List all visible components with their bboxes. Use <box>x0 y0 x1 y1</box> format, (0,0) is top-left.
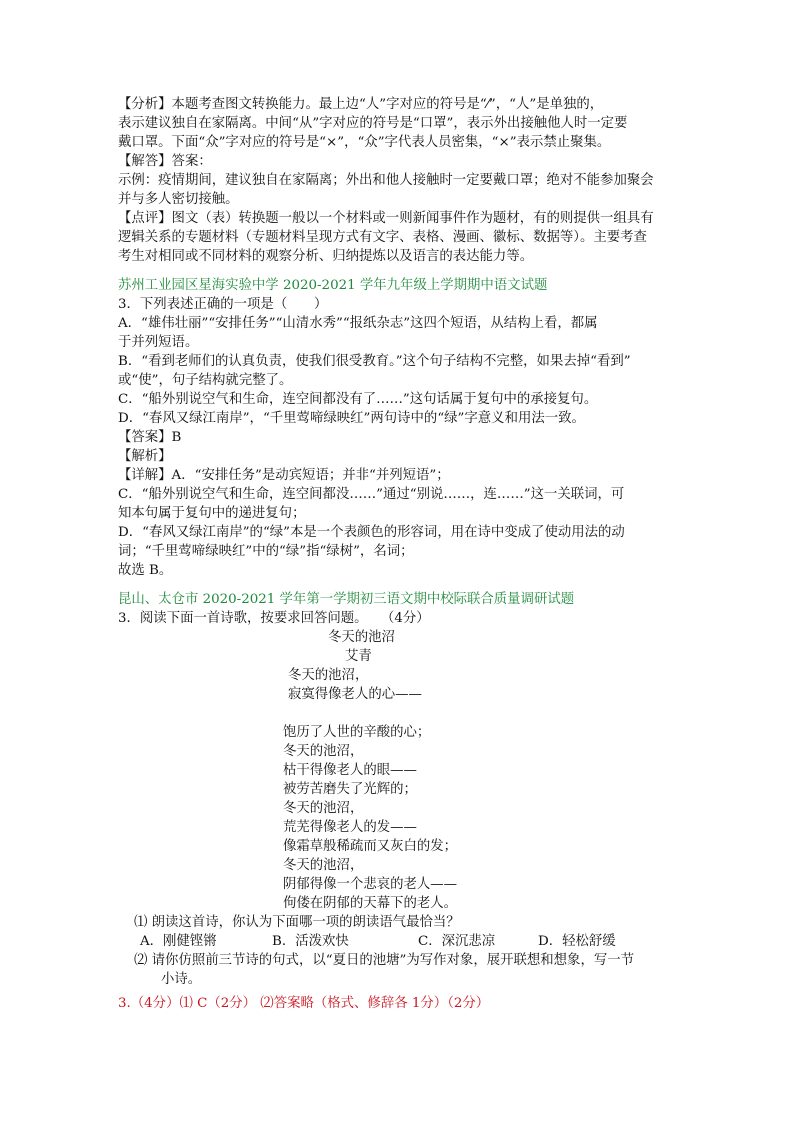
poem-line: 被劳苦磨失了光辉的； <box>283 782 417 797</box>
poem-author: 艾青 <box>345 649 372 664</box>
poem-line: 寂寞得像老人的心—— <box>288 687 422 702</box>
option-line: D．“春风又绿江南岸”，“千里莺啼绿映红”两句诗中的“绿”字意义和用法一致。 <box>118 411 585 426</box>
explanation-heading: 【解析】 <box>118 449 172 464</box>
source-heading: 苏州工业园区星海实验中学 2020-2021 学年九年级上学期期中语文试题 <box>118 278 548 293</box>
poem-line: 冬天的池沼， <box>283 858 364 873</box>
explanation-line: C．“船外别说空气和生命，连空间都没……”通过“别说……，连……”这一关联词，可 <box>118 487 625 502</box>
analysis-line: 戴口罩。下面“众”字对应的符号是“×”，“众”字代表人员密集，“×”表示禁止聚集。 <box>118 135 611 150</box>
analysis-line: 表示建议独自在家隔离。中间“从”字对应的符号是“口罩”，表示外出接触他人时一定要 <box>118 116 628 131</box>
sub-question-1: ⑴ 朗读这首诗，你认为下面哪一项的朗读语气最恰当？ <box>134 915 460 930</box>
poem-line: 冬天的池沼， <box>288 668 369 683</box>
option-line: A．“雄伟壮丽”“安排任务”“山清水秀”“报纸杂志”这四个短语，从结构上看，都属 <box>118 316 598 331</box>
option-c: C．深沉悲凉 <box>418 934 496 949</box>
option-a: A．刚健铿锵 <box>140 934 217 949</box>
poem-line: 阴郁得像一个悲哀的老人—— <box>283 877 458 892</box>
poem-line: 荒芜得像老人的发—— <box>283 820 417 835</box>
sub-question-2: ⑵ 请你仿照前三节诗的句式，以“夏日的池塘”为写作对象，展开联想和想象，写一节 <box>134 953 635 968</box>
option-line: 或“使”，句子结构就完整了。 <box>118 373 293 388</box>
commentary-line: 逻辑关系的专题材料（专题材料呈现方式有文字、表格、漫画、徽标、数据等）。主要考查 <box>118 230 647 245</box>
explanation-line: 【详解】A．“安排任务”是动宾短语；并非“并列短语”； <box>118 468 450 483</box>
source-heading: 昆山、太仓市 2020-2021 学年第一学期初三语文期中校际联合质量调研试题 <box>118 592 575 607</box>
explanation-line: D．“春风又绿江南岸”的“绿”本是一个表颜色的形容词，用在诗中变成了使动用法的动 <box>118 525 625 540</box>
option-line: C．“船外别说空气和生命，连空间都没有了……”这句话属于复句中的承接复句。 <box>118 392 598 407</box>
answer-line: 【答案】B <box>118 430 182 445</box>
option-b: B．活泼欢快 <box>272 934 349 949</box>
explanation-line: 知本句属于复句中的递进复句； <box>118 506 306 521</box>
answer-heading: 【解答】答案： <box>118 154 212 169</box>
poem-line: 冬天的池沼， <box>283 801 364 816</box>
answer-example: 并与多人密切接触。 <box>118 192 239 207</box>
question-stem: 3．阅读下面一首诗歌，按要求回答问题。 （4分） <box>118 611 430 626</box>
option-line: 于并列短语。 <box>118 335 199 350</box>
answer-example: 示例：疫情期间，建议独自在家隔离；外出和他人接触时一定要戴口罩；绝对不能参加聚会 <box>118 173 654 188</box>
question-stem: 3．下列表述正确的一项是（ ） <box>118 297 328 312</box>
option-d: D．轻松舒缓 <box>538 934 616 949</box>
poem-line: 佝偻在阴郁的天幕下的老人。 <box>283 896 458 911</box>
answer-key: 3.（4分）⑴ C（2分） ⑵答案略（格式、修辞各 1分）（2分） <box>118 996 490 1011</box>
poem-line: 枯干得像老人的眼—— <box>283 763 417 778</box>
poem-line: 饱历了人世的辛酸的心； <box>283 725 431 740</box>
explanation-line: 词；“千里莺啼绿映红”中的“绿”指“绿树”，名词； <box>118 544 414 559</box>
commentary-line: 【点评】图文（表）转换题一般以一个材料或一则新闻事件作为题材，有的则提供一组具有 <box>118 211 654 226</box>
analysis-line: 【分析】本题考查图文转换能力。最上边“人”字对应的符号是“⁄”，“人”是单独的， <box>118 97 604 112</box>
option-line: B．“看到老师们的认真负责，使我们很受教育。”这个句子结构不完整，如果去掉“看到” <box>118 354 631 369</box>
poem-line: 冬天的池沼， <box>283 744 364 759</box>
poem-line: 像霜草般稀疏而又灰白的发； <box>283 839 458 854</box>
commentary-line: 考生对相同或不同材料的观察分析、归纳提炼以及语言的表达能力等。 <box>118 249 534 264</box>
poem-title: 冬天的池沼 <box>328 630 395 645</box>
explanation-line: 故选 B。 <box>118 563 173 578</box>
sub-question-2-cont: 小诗。 <box>161 972 202 987</box>
